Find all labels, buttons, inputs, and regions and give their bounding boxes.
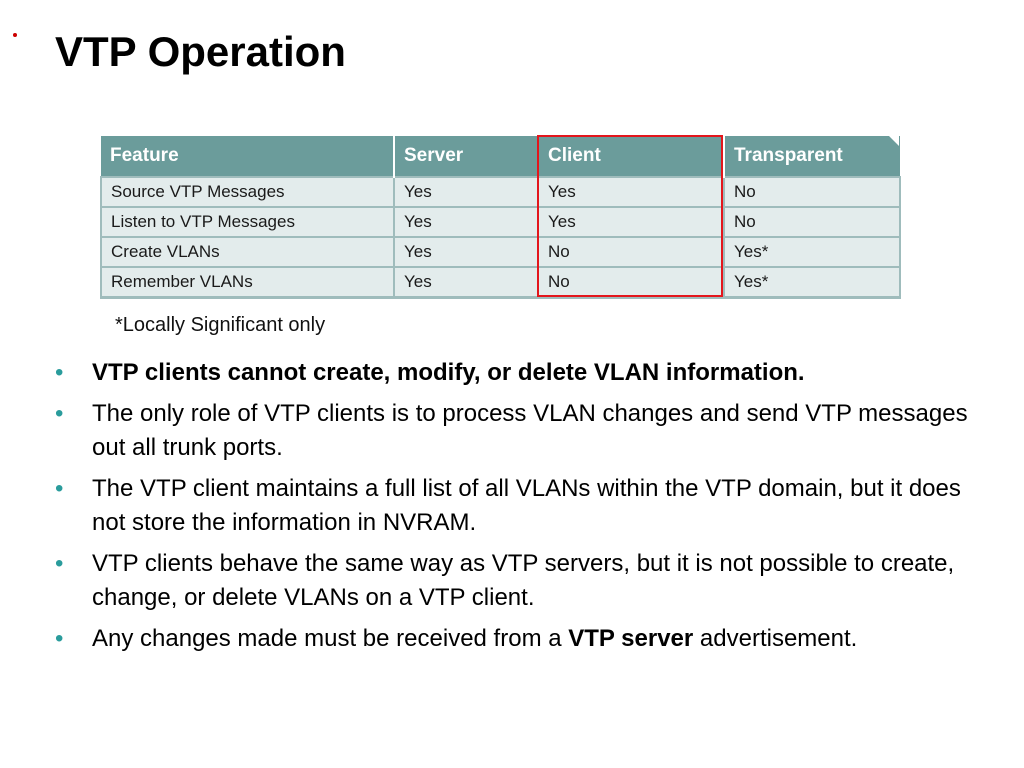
bullet-text-after: advertisement. xyxy=(693,625,858,652)
bullet-text-before: Any changes made must be received from a xyxy=(92,625,569,652)
table-cell: No xyxy=(724,177,900,207)
table-cell: Yes xyxy=(538,207,724,237)
header-client: Client xyxy=(538,136,724,177)
vtp-comparison-table xyxy=(100,136,899,299)
header-transparent: Transparent xyxy=(724,136,900,177)
bullet-icon: • xyxy=(55,550,64,577)
bullet-item xyxy=(55,472,1000,540)
bullet-item xyxy=(55,547,1000,615)
bullet-item xyxy=(55,356,1000,390)
table-cell: Listen to VTP Messages xyxy=(101,207,394,237)
header-server: Server xyxy=(394,136,538,177)
table-row xyxy=(101,237,900,267)
table-cell: Source VTP Messages xyxy=(101,177,394,207)
table-cell: Remember VLANs xyxy=(101,267,394,298)
table-header-row xyxy=(101,136,900,177)
bullet-text: VTP clients behave the same way as VTP servers, but it is not possible to create, change, or delete VLANs on a VTP client. xyxy=(92,550,955,611)
bullet-text: The only role of VTP clients is to process VLAN changes and send VTP messages out all trunk ports. xyxy=(92,400,968,461)
bullet-text: VTP clients cannot create, modify, or delete VLAN information. xyxy=(92,359,805,386)
table-row xyxy=(101,267,900,298)
header-feature: Feature xyxy=(101,136,394,177)
bullet-list xyxy=(55,356,1000,663)
table-row xyxy=(101,177,900,207)
bullet-icon: • xyxy=(55,625,64,652)
table-footnote: *Locally Significant only xyxy=(115,314,326,336)
table-cell: Yes xyxy=(394,267,538,298)
bullet-item xyxy=(55,622,1000,656)
table-cell: Yes xyxy=(394,177,538,207)
table-cell: No xyxy=(538,237,724,267)
corner-dot xyxy=(13,33,17,37)
bullet-icon: • xyxy=(55,475,64,502)
bullet-text: The VTP client maintains a full list of all VLANs within the VTP domain, but it does not store the information in NVRAM. xyxy=(92,475,961,536)
table-row xyxy=(101,207,900,237)
bullet-icon: • xyxy=(55,400,64,427)
table-cell: Yes xyxy=(394,237,538,267)
bullet-icon: • xyxy=(55,359,64,386)
table-cell: Yes* xyxy=(724,267,900,298)
table-cell: No xyxy=(538,267,724,298)
table-cell: Yes xyxy=(538,177,724,207)
slide-title: VTP Operation xyxy=(55,28,346,75)
table-cell: Yes* xyxy=(724,237,900,267)
table-cell: Create VLANs xyxy=(101,237,394,267)
table-cell: Yes xyxy=(394,207,538,237)
table-cell: No xyxy=(724,207,900,237)
header-corner-notch xyxy=(889,136,899,146)
bullet-item xyxy=(55,397,1000,465)
bullet-text-bold: VTP server xyxy=(568,625,694,652)
